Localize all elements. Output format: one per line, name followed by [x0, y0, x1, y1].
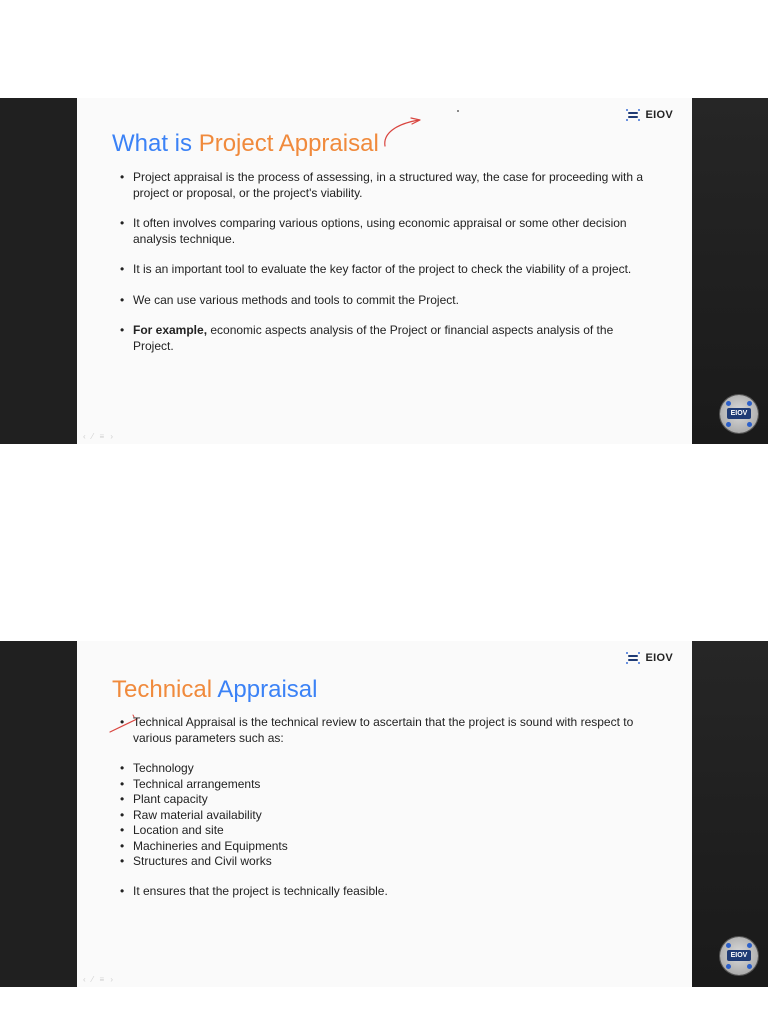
list-item: • Technical arrangements — [117, 777, 657, 793]
logo-text: EIOV — [645, 109, 673, 121]
list-item: • Plant capacity — [117, 792, 657, 808]
brand-logo — [626, 109, 674, 121]
example-text: economic aspects analysis of the Project or financial aspects analysis of the Project. — [133, 323, 614, 353]
pen-annotation-arrow — [377, 112, 427, 148]
list-item: • Technology — [117, 761, 657, 777]
list-item: • Machineries and Equipments — [117, 839, 657, 855]
right-dark-panel — [692, 98, 768, 444]
brand-logo — [626, 652, 674, 664]
logo-icon — [626, 109, 640, 121]
presentation-frame-2 — [0, 641, 768, 987]
parameter-list — [117, 761, 657, 870]
left-dark-panel — [0, 98, 77, 444]
list-item — [117, 323, 657, 354]
bullet-list — [117, 715, 657, 761]
left-dark-panel — [0, 641, 77, 987]
closing-list — [117, 884, 657, 915]
presenter-avatar[interactable] — [720, 395, 758, 433]
presentation-frame-1 — [0, 98, 768, 444]
example-bold: For example, — [133, 323, 208, 337]
slide-2 — [77, 641, 692, 987]
slide-toolbar[interactable]: ‹ ⁄ ≡ › — [83, 975, 115, 984]
list-item: • Structures and Civil works — [117, 854, 657, 870]
list-item: • Technical Appraisal is the technical review to ascertain that the project is sound with respect to various parameters such as: — [117, 715, 657, 746]
slide-1 — [77, 98, 692, 444]
right-dark-panel — [692, 641, 768, 987]
logo-text: EIOV — [645, 652, 673, 664]
list-item: • Project appraisal is the process of assessing, in a structured way, the case for proceeding with a project or proposal, or the project's viability. — [117, 170, 657, 201]
list-item: • We can use various methods and tools to commit the Project. — [117, 293, 657, 309]
list-item: • It is an important tool to evaluate the key factor of the project to check the viability of a project. — [117, 262, 657, 278]
avatar-label: EIOV — [727, 950, 751, 961]
avatar-label: EIOV — [727, 408, 751, 419]
list-item: • Raw material availability — [117, 808, 657, 824]
stray-dot — [457, 110, 459, 112]
list-item: • Location and site — [117, 823, 657, 839]
list-item: • It ensures that the project is technically feasible. — [117, 884, 657, 900]
title-part-blue: Appraisal — [217, 676, 318, 703]
title-part-orange: Technical — [112, 676, 218, 703]
list-item: • It often involves comparing various options, using economic appraisal or some other decision analysis technique. — [117, 216, 657, 247]
slide-toolbar[interactable]: ‹ ⁄ ≡ › — [83, 432, 115, 441]
slide-title — [112, 676, 317, 704]
logo-icon — [626, 652, 640, 664]
presenter-avatar[interactable] — [720, 937, 758, 975]
title-part-blue: What is — [112, 130, 199, 157]
title-part-orange: Project Appraisal — [198, 130, 379, 157]
slide-title — [112, 130, 379, 158]
bullet-list — [117, 170, 657, 369]
